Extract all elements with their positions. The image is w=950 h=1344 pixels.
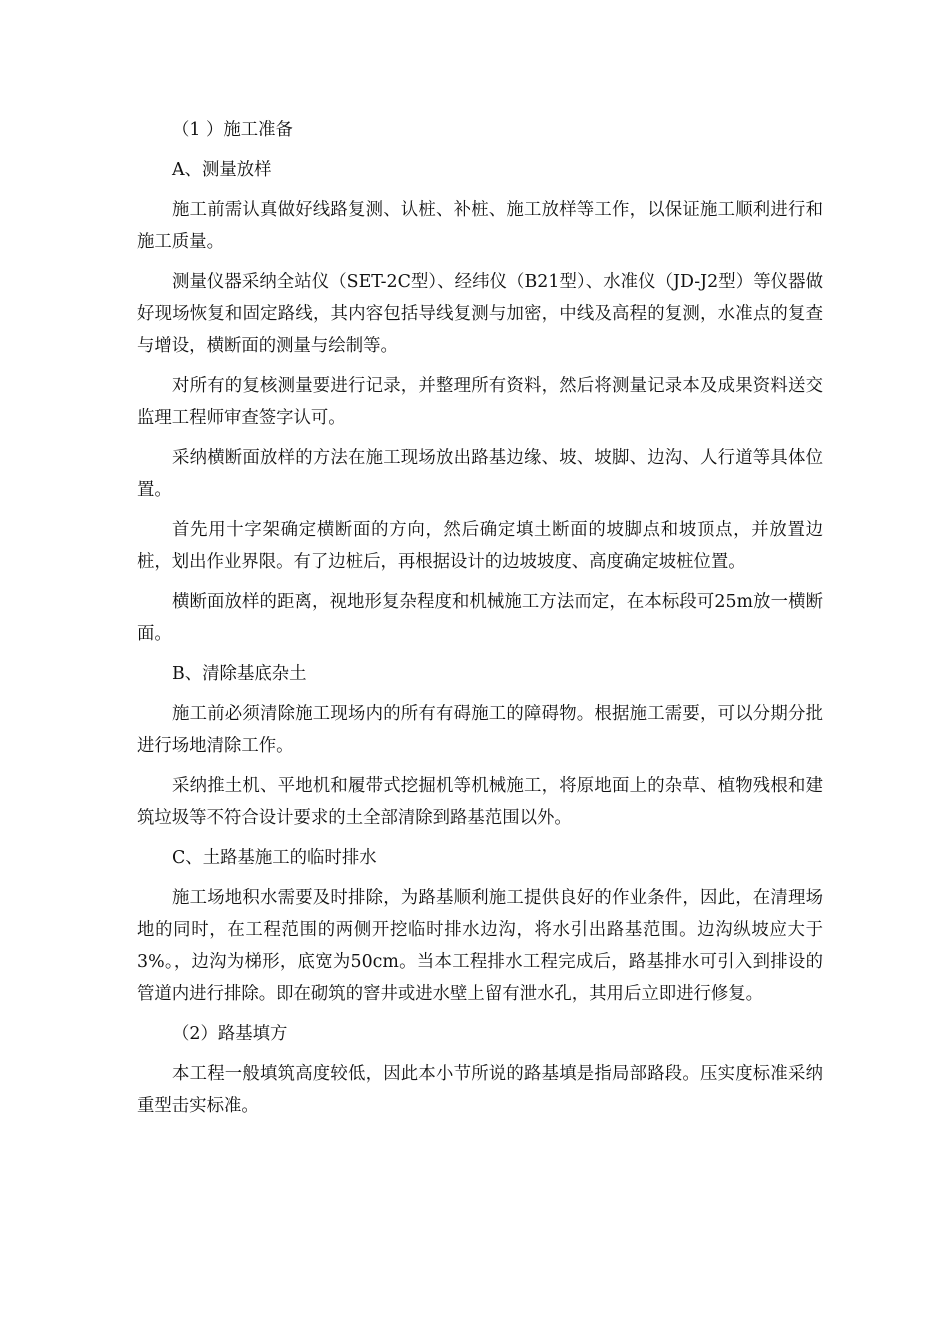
paragraph: 首先用十字架确定横断面的方向，然后确定填土断面的坡脚点和坡顶点，并放置边桩，划出作业界限。有了边桩后，再根据设计的边坡坡度、高度确定坡桩位置。 xyxy=(137,520,823,572)
paragraph: 横断面放样的距离，视地形复杂程度和机械施工方法而定，在本标段可25m放一横断面。 xyxy=(137,592,823,644)
section-heading-2: （2）路基填方 xyxy=(172,1024,288,1044)
paragraph: 采纳推土机、平地机和履带式挖掘机等机械施工，将原地面上的杂草、植物残根和建筑垃圾等不符合设计要求的土全部清除到路基范围以外。 xyxy=(137,776,823,828)
paragraph: 本工程一般填筑高度较低，因此本小节所说的路基填是指局部路段。压实度标准采纳重型击实标准。 xyxy=(137,1064,823,1116)
subsection-heading-b: B、清除基底杂土 xyxy=(172,664,307,684)
paragraph: 施工场地积水需要及时排除，为路基顺利施工提供良好的作业条件，因此，在清理场地的同时，在工程范围的两侧开挖临时排水边沟，将水引出路基范围。边沟纵坡应大于3%。，边沟为梯形，底宽为50cm。当本工程排水工程完成后，路基排水可引入到排设的管道内进行排除。即在砌筑的窨井或进水壁上留有泄水孔，其用后立即进行修复。 xyxy=(137,888,823,1004)
paragraph: 测量仪器采纳全站仪（SET-2C型）、经纬仪（B21型）、水准仪（JD-J2型）等仪器做好现场恢复和固定路线，其内容包括导线复测与加密，中线及高程的复测，水准点的复查与增设，横断面的测量与绘制等。 xyxy=(137,272,823,356)
paragraph: 施工前需认真做好线路复测、认桩、补桩、施工放样等工作，以保证施工顺利进行和施工质量。 xyxy=(137,200,823,252)
subsection-heading-c: C、土路基施工的临时排水 xyxy=(172,848,377,868)
paragraph: 采纳横断面放样的方法在施工现场放出路基边缘、坡、坡脚、边沟、人行道等具体位置。 xyxy=(137,448,823,500)
subsection-heading-a: A、测量放样 xyxy=(172,160,272,180)
section-heading-1: （1 ）施工准备 xyxy=(172,120,293,140)
paragraph: 施工前必须清除施工现场内的所有有碍施工的障碍物。根据施工需要，可以分期分批进行场地清除工作。 xyxy=(137,704,823,756)
paragraph: 对所有的复核测量要进行记录，并整理所有资料，然后将测量记录本及成果资料送交监理工程师审查签字认可。 xyxy=(137,376,823,428)
document-body xyxy=(137,114,823,1130)
